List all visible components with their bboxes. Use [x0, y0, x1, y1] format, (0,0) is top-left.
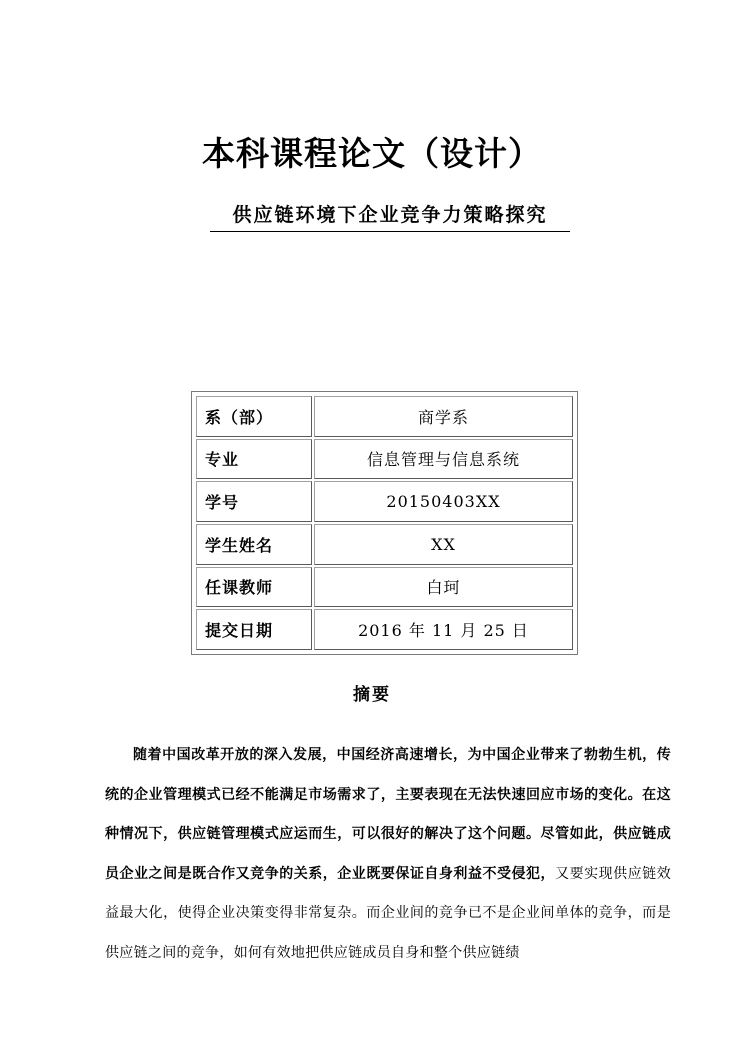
row-value-student-name: XX	[314, 524, 573, 565]
row-label-student-id: 学号	[196, 481, 312, 522]
table-row	[196, 609, 573, 650]
table-row	[196, 439, 573, 480]
row-value-submit-date: 2016 年 11 月 25 日	[314, 609, 573, 650]
table-row	[196, 396, 573, 437]
row-label-submit-date: 提交日期	[196, 609, 312, 650]
row-value-department: 商学系	[314, 396, 573, 437]
abstract-text-regular: 又要实现供应链效益最大化，使得企业决策变得非常复杂。而企业间的竞争已不是企业间单体的竞争，而是供应链之间的竞争，如何有效地把供应链成员自身和整个供应链绩	[105, 865, 671, 961]
row-value-major: 信息管理与信息系统	[314, 439, 573, 480]
table-row	[196, 524, 573, 565]
document-subtitle: 供应链环境下企业竞争力策略探究	[210, 200, 570, 232]
table-row	[196, 567, 573, 608]
table-row	[196, 481, 573, 522]
document-title: 本科课程论文（设计）	[202, 134, 542, 173]
row-label-major: 专业	[196, 439, 312, 480]
row-value-student-id: 20150403XX	[314, 481, 573, 522]
abstract-body	[105, 736, 671, 973]
row-label-department: 系（部）	[196, 396, 312, 437]
row-value-instructor: 白珂	[314, 567, 573, 608]
abstract-heading: 摘要	[353, 685, 391, 705]
info-table	[191, 391, 578, 655]
row-label-instructor: 任课教师	[196, 567, 312, 608]
row-label-student-name: 学生姓名	[196, 524, 312, 565]
abstract-text-bold: 随着中国改革开放的深入发展，中国经济高速增长，为中国企业带来了勃勃生机，传统的企业管理模式已经不能满足市场需求了，主要表现在无法快速回应市场的变化。在这种情况下，供应链管理模式应运而生，可以很好的解决了这个问题。尽管如此，供应链成员企业之间是既合作又竞争的关系，企业既要保证自身利益不受侵犯，	[105, 747, 671, 882]
